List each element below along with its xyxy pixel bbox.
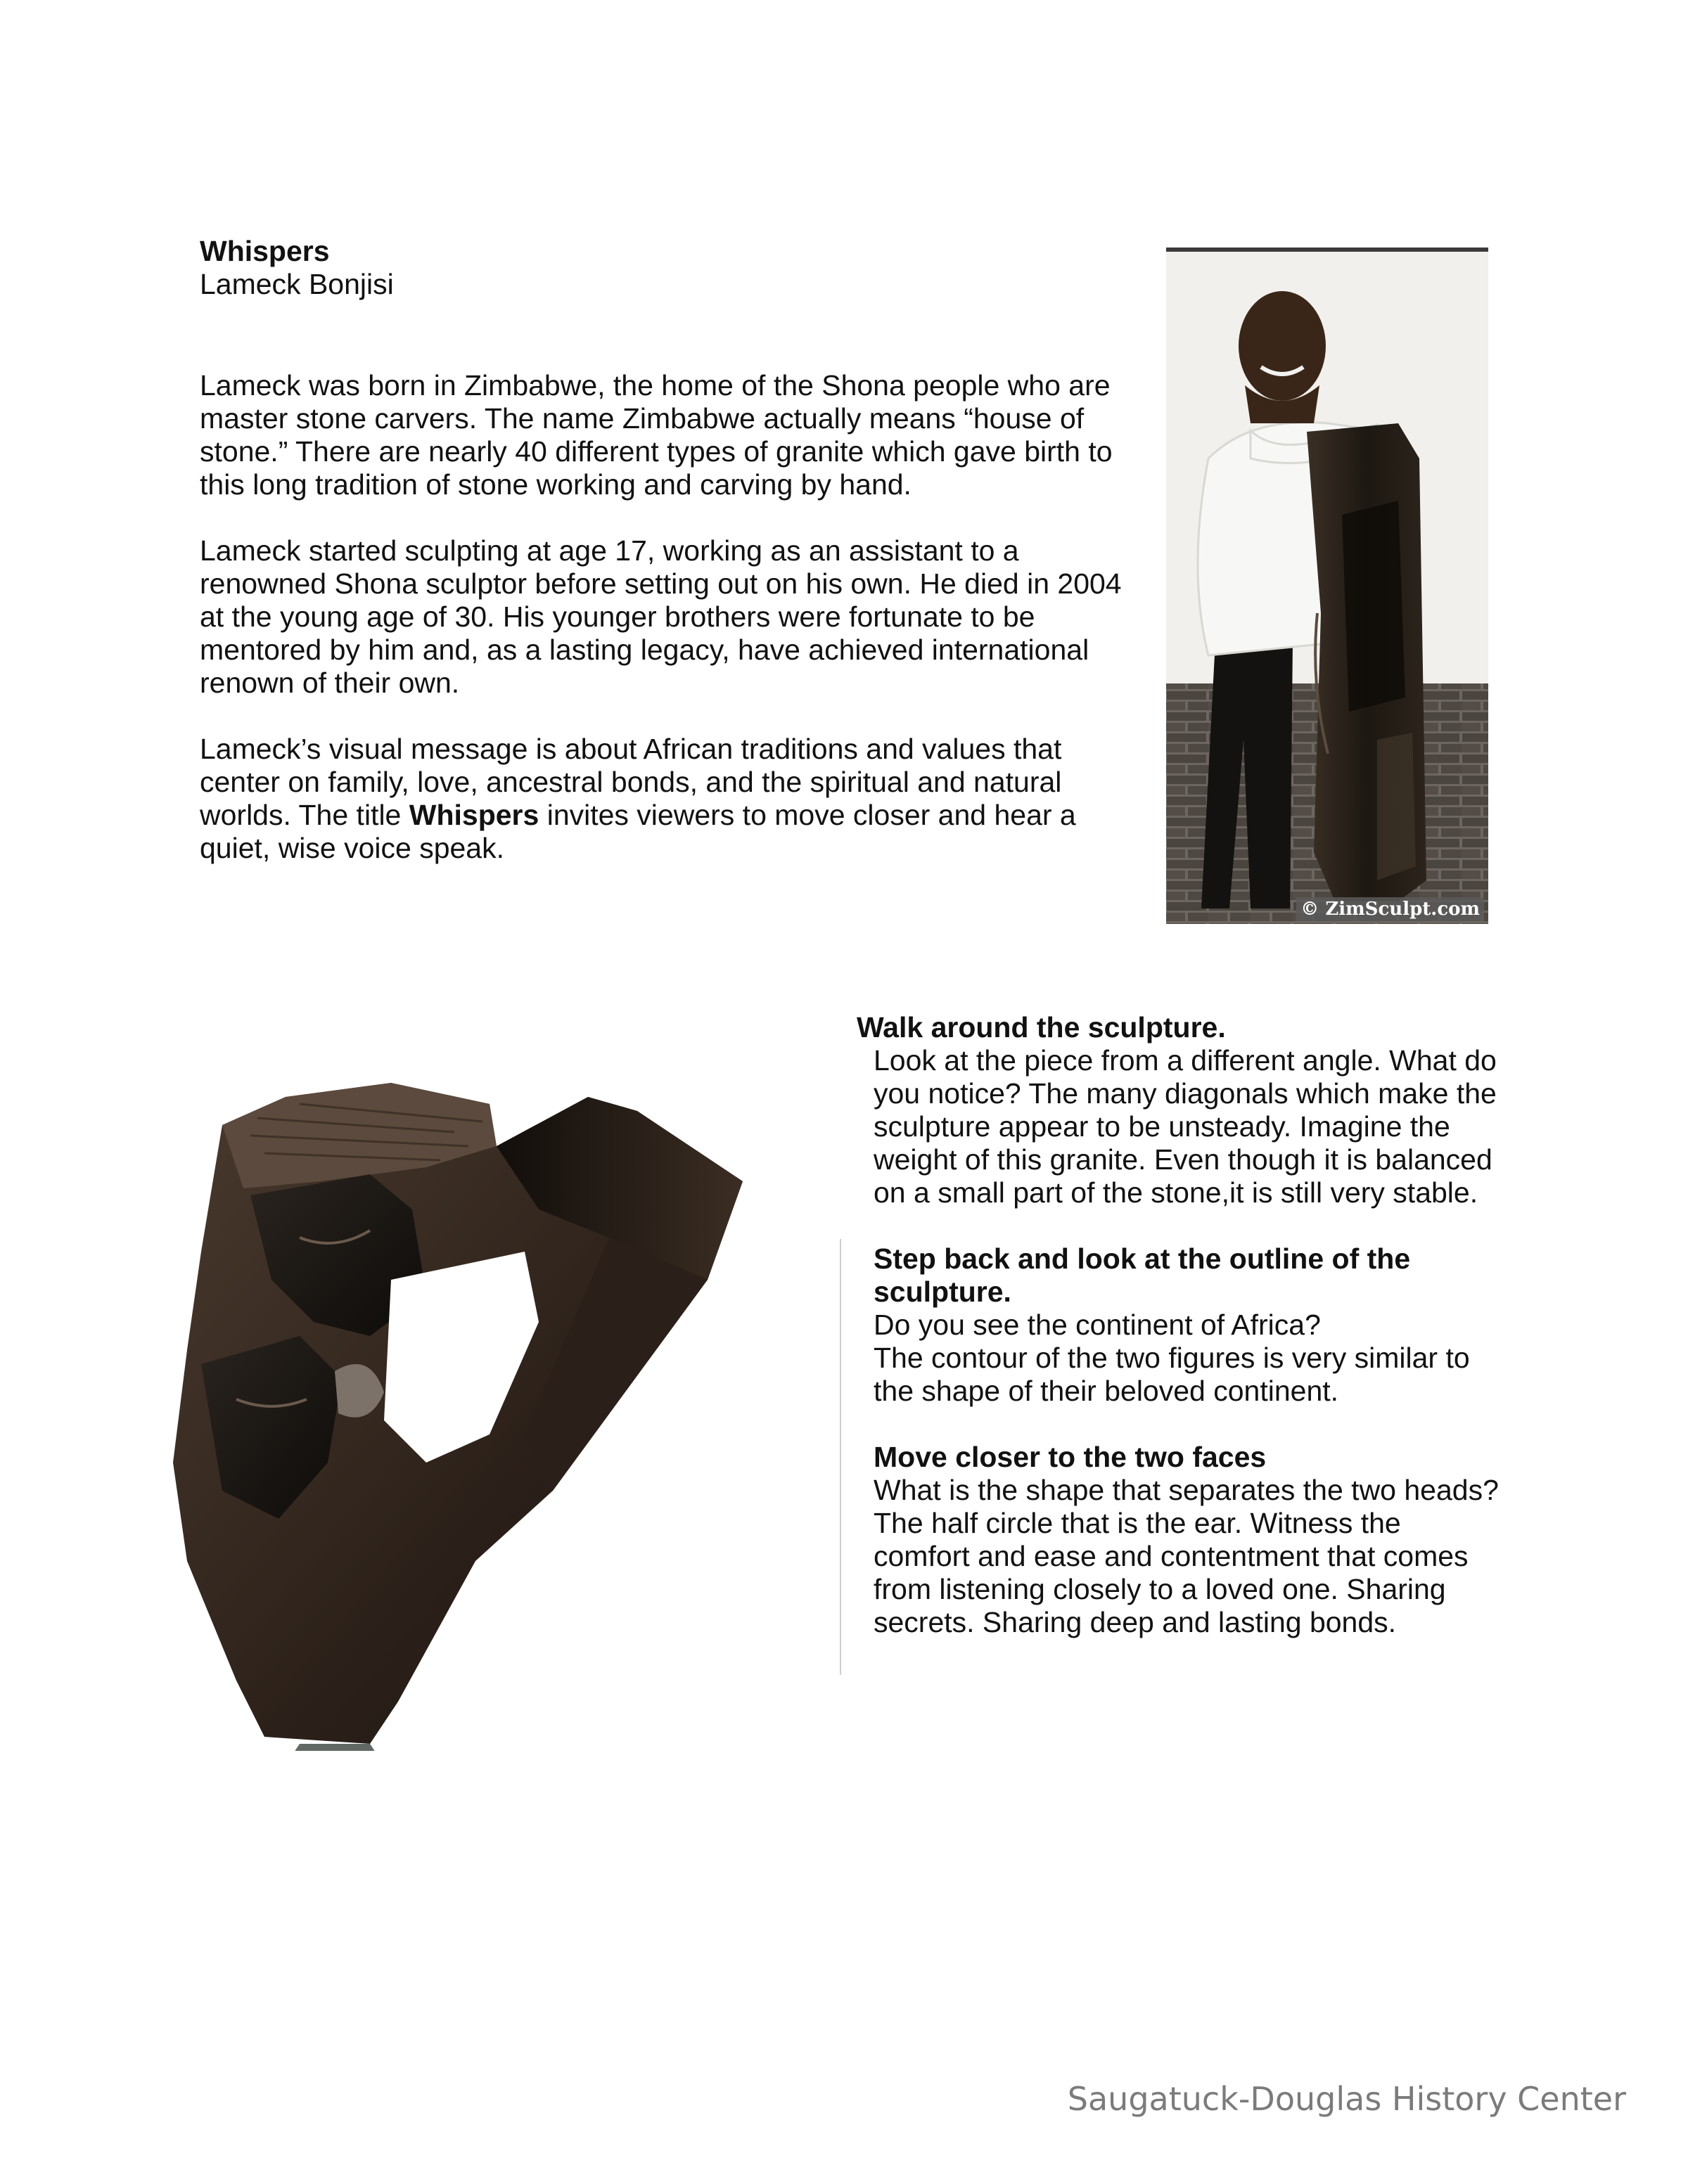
step-heading: Step back and look at the outline of the sculpture.: [874, 1242, 1411, 1308]
move-text: The half circle that is the ear. Witness the comfort and ease and contentment that comes from listening closely to a loved one. Sharing secrets. Sharing deep and lasting bonds.: [874, 1507, 1469, 1638]
bio-paragraph-1: Lameck was born in Zimbabwe, the home of the Shona people who are master stone carvers. The name Zimbabwe actually means “house of stone.” There are nearly 40 different types of granite which gave birth to this long tradition of stone working and carving by hand.: [200, 369, 1113, 501]
column-divider: [840, 1239, 841, 1675]
sculpture-photo: [159, 1069, 792, 1751]
artist-head: [1239, 291, 1326, 401]
walk-heading: Walk around the sculpture.: [857, 1011, 1226, 1043]
move-heading: Move closer to the two faces: [874, 1441, 1267, 1473]
move-question: What is the shape that separates the two heads?: [874, 1474, 1499, 1506]
step-text: The contour of the two figures is very similar to the shape of their beloved continent.: [874, 1342, 1470, 1407]
whispers-sculpture-illustration: [159, 1069, 792, 1751]
artist-photo-illustration: [1166, 248, 1488, 924]
bio-paragraph-2: Lameck started sculpting at age 17, working as an assistant to a renowned Shona sculptor before setting out on his own. He died in 2004 at the young age of 30. His younger brothers were fortunate to be mentored by him and, as a lasting legacy, have achieved international renown of their own.: [200, 534, 1122, 699]
artist-photo: [1166, 248, 1488, 924]
artist-name: Lameck Bonjisi: [200, 268, 394, 300]
artwork-title: Whispers: [200, 235, 330, 267]
step-question: Do you see the continent of Africa?: [874, 1309, 1321, 1341]
bio-paragraph-3: Lameck’s visual message is about African traditions and values that center on family, love, ancestral bonds, and the spiritual and natural worlds. The title Whispers invites viewers to move closer and hear a quiet, wise voice speak.: [200, 733, 1076, 864]
title-block: [200, 235, 1142, 301]
inline-title: Whispers: [409, 799, 539, 831]
photo-credit: © ZimSculpt.com: [1296, 897, 1484, 921]
biography: [200, 369, 1142, 865]
footer-credit: Saugatuck-Douglas History Center: [1067, 2080, 1626, 2118]
activity-prompts: [857, 1011, 1504, 1639]
walk-text: Look at the piece from a different angle. What do you notice? The many diagonals which make the sculpture appear to be unsteady. Imagine the weight of this granite. Even though it is balanced on a small part of the stone,it is still very stable.: [874, 1044, 1497, 1209]
